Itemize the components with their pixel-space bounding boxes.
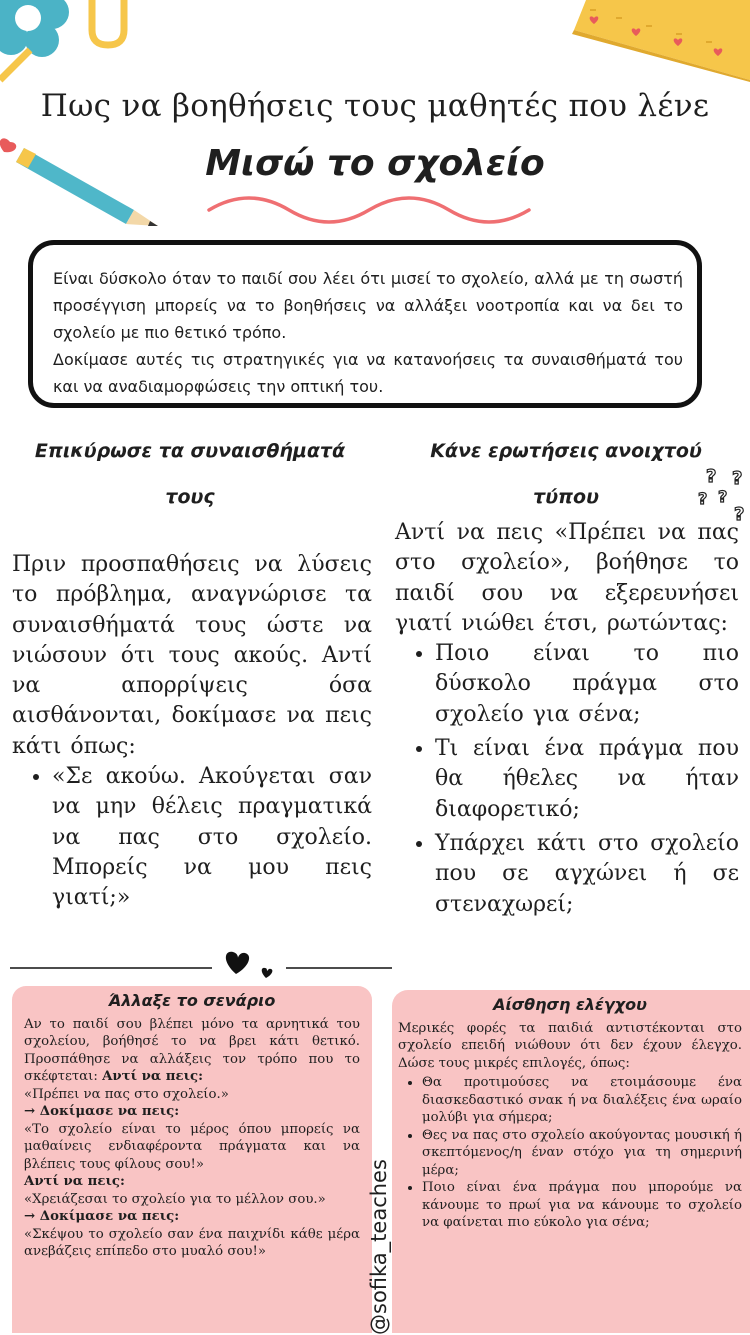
list-item: • Θα προτιμούσες να ετοιμάσουμε ένα διασκεδαστικό σνακ ή να διαλέξεις ένα ωραίο μολύβι για σήμερα; bbox=[422, 1074, 742, 1127]
svg-text:?: ? bbox=[732, 468, 743, 489]
ruler-icon bbox=[566, 0, 750, 82]
right-section-list bbox=[395, 639, 739, 920]
svg-text:?: ? bbox=[698, 489, 708, 508]
card-left-intro: Αν το παιδί σου βλέπει μόνο τα αρνητικά του σχολείου, βοήθησέ το να βρει κάτι θετικό. Προσπάθησε να αλλάξεις τον τρόπο που το σκέφτεται: Αντί να πεις: bbox=[24, 1016, 360, 1084]
quote: «Χρειάζεσαι το σχολείο για το μέλλον σου.» bbox=[24, 1191, 326, 1207]
left-section-list bbox=[12, 762, 372, 913]
list-item: • Ποιο είναι το πιο δύσκολο πράγμα στο σχολείο για σένα; bbox=[435, 639, 739, 730]
left-section-body bbox=[12, 550, 372, 918]
card-right-heading: Αίσθηση ελέγχου bbox=[493, 995, 647, 1014]
instead-label: Αντί να πεις: bbox=[24, 1174, 125, 1189]
right-section-heading: Κάνε ερωτήσεις ανοιχτού τύπου bbox=[430, 440, 702, 508]
author-handle: @sofika_teaches bbox=[367, 1159, 391, 1335]
svg-text:?: ? bbox=[718, 487, 728, 506]
card-right-list bbox=[398, 1074, 742, 1232]
divider-with-hearts bbox=[0, 944, 400, 984]
left-section-text: Πριν προσπαθήσεις να λύσεις το πρόβλημα, αναγνώρισε τα συναισθήματά τους ώστε να νιώσουν ότι τους ακούς. Αντί να απορρίψεις όσα αισθάνονται, δοκίμασε να πεις κάτι όπως: bbox=[12, 552, 372, 759]
intro-paragraph-2: Δοκίμασε αυτές τις στρατηγικές για να κατανοήσεις τα συναισθήματά του και να αναδιαμορφώσεις την οπτική του. bbox=[53, 350, 683, 396]
card-change-script bbox=[12, 986, 372, 1333]
page-title: Μισώ το σχολείο bbox=[205, 143, 545, 184]
instead-label: Αντί να πεις: bbox=[102, 1069, 204, 1084]
try-label: → Δοκίμασε να πεις: bbox=[24, 1209, 180, 1224]
list-item: • Τι είναι ένα πράγμα που θα ήθελες να ήταν διαφορετικό; bbox=[435, 734, 739, 825]
card-left-heading: Άλλαξε το σενάριο bbox=[108, 991, 276, 1010]
intro-box bbox=[28, 240, 702, 408]
svg-text:?: ? bbox=[706, 466, 717, 487]
paperclip-icon bbox=[0, 0, 150, 95]
right-section-text: Αντί να πεις «Πρέπει να πας στο σχολείο», βοήθησε το παιδί σου να εξερευνήσει γιατί νιώθει έτσι, ρωτώντας: bbox=[395, 520, 739, 636]
page-subtitle: Πως να βοηθήσεις τους μαθητές που λένε bbox=[40, 88, 710, 124]
intro-paragraph-1: Είναι δύσκολο όταν το παιδί σου λέει ότι μισεί το σχολείο, αλλά με τη σωστή προσέγγιση μπορείς να το βοηθήσεις να αλλάξει νοοτροπία και να δει το σχολείο με πιο θετικό τρόπο. bbox=[53, 269, 683, 342]
right-section-body bbox=[395, 518, 739, 924]
list-item: • «Σε ακούω. Ακούγεται σαν να μην θέλεις πραγματικά να πας στο σχολείο. Μπορείς να μου πεις γιατί;» bbox=[52, 762, 372, 913]
card-sense-of-control bbox=[392, 990, 750, 1333]
quote: «Πρέπει να πας στο σχολείο.» bbox=[24, 1086, 229, 1102]
try-label: → Δοκίμασε να πεις: bbox=[24, 1104, 180, 1119]
left-section-heading: Επικύρωσε τα συναισθήματά τους bbox=[34, 440, 346, 508]
list-item: • Ποιο είναι ένα πράγμα που μπορούμε να κάνουμε το πρωί για να κάνουμε το σχολείο να φαίνεται πιο εύκολο για σένα; bbox=[422, 1179, 742, 1232]
list-item: • Υπάρχει κάτι στο σχολείο που σε αγχώνει ή σε στεναχωρεί; bbox=[435, 829, 739, 920]
quote: «Σκέψου το σχολείο σαν ένα παιχνίδι κάθε μέρα ανεβάζεις επίπεδο στο μυαλό σου!» bbox=[24, 1226, 360, 1259]
quote: «Το σχολείο είναι το μέρος όπου μπορείς να μαθαίνεις ενδιαφέροντα πράγματα και να βλέπεις τους φίλους σου!» bbox=[24, 1121, 360, 1172]
svg-text:?: ? bbox=[734, 504, 745, 524]
wave-decoration bbox=[205, 190, 537, 230]
card-right-intro: Μερικές φορές τα παιδιά αντιστέκονται στο σχολείο επειδή νιώθουν ότι δεν έχουν έλεγχο. Δώσε τους μικρές επιλογές, όπως: bbox=[398, 1020, 742, 1071]
list-item: • Θες να πας στο σχολείο ακούγοντας μουσική ή σκεπτόμενος/η έναν στόχο για τη σημερινή μέρα; bbox=[422, 1127, 742, 1180]
